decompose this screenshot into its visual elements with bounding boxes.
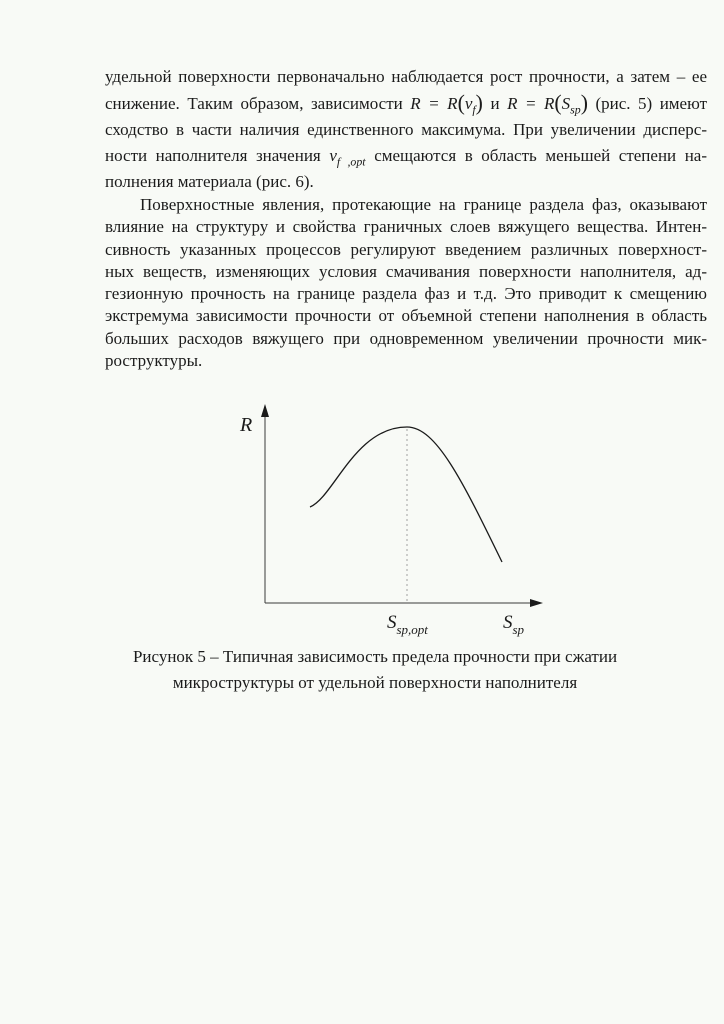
- body-text: сходство в части наличия единственного максимума. При увеличении дисперс-: [105, 120, 707, 139]
- text-line: [105, 350, 707, 372]
- paragraph-2: [105, 194, 707, 372]
- text-line: [105, 283, 707, 305]
- body-text: больших расходов вяжущего при одновременном увеличении прочности мик-: [105, 328, 707, 348]
- body-text: полнения материала (рис. 6).: [105, 172, 314, 191]
- x-axis-arrow-icon: [530, 599, 543, 607]
- text-line: [105, 90, 707, 117]
- text-line: [105, 261, 707, 283]
- body-text: удельной поверхности первоначально наблюдается рост прочности, а затем – ее: [105, 67, 707, 86]
- body-text: Поверхностные явления, протекающие на границе раздела фаз, оказывают: [140, 195, 707, 214]
- text-line: [105, 117, 707, 143]
- x-optimum-label: $S_{sp,opt}$: [387, 612, 428, 637]
- text-line: [105, 328, 707, 350]
- caption-line: микроструктуры от удельной поверхности наполнителя: [172, 673, 578, 692]
- text-line: [105, 143, 707, 169]
- body-text: снижение. Таким образом, зависимости: [105, 94, 403, 113]
- caption-line: Рисунок 5 – Типичная зависимость предела прочности при сжатии: [132, 647, 618, 666]
- body-text: (рис. 5) имеют: [595, 94, 708, 113]
- figure-caption: [105, 644, 645, 696]
- body-text: гезионную прочность на границе раздела фаз и т.д. Это приводит к смещению: [105, 284, 707, 304]
- strength-curve: [310, 427, 502, 562]
- body-text: роструктуры.: [105, 351, 203, 371]
- formula-R-of-Ssp: $R = R(S_{sp})$: [507, 91, 588, 117]
- text-line: [105, 64, 707, 90]
- text-line: [105, 305, 707, 327]
- formula-R-of-vf: $R = R(v_f)$: [410, 91, 483, 117]
- formula-vf-opt: $v_{f ,opt}$: [329, 146, 366, 169]
- x-axis-label: $S_{sp}$: [503, 612, 525, 637]
- body-text: сивность указанных процессов регулируют введением различных поверхност-: [105, 239, 707, 259]
- body-text: смещаются в область меньшей степени на-: [374, 146, 707, 165]
- paragraph-1: [105, 64, 707, 195]
- text-line: [105, 239, 707, 261]
- text-line: [105, 169, 707, 195]
- body-text: влияние на структуру и свойства граничных слоев вяжущего вещества. Интен-: [105, 217, 707, 237]
- text-line: [105, 216, 707, 238]
- strength-vs-surface-chart: [0, 398, 724, 648]
- y-axis-arrow-icon: [261, 404, 269, 417]
- figure-5-plot: [0, 398, 724, 648]
- body-text: ности наполнителя значения: [105, 146, 321, 165]
- body-text: и: [490, 94, 500, 113]
- text-line: [105, 194, 707, 216]
- y-axis-label: R: [240, 414, 253, 436]
- body-text: экстремума зависимости прочности от объемной степени наполнения в область: [105, 306, 707, 326]
- body-text: ных веществ, изменяющих условия смачивания поверхности наполнителя, ад-: [105, 261, 707, 281]
